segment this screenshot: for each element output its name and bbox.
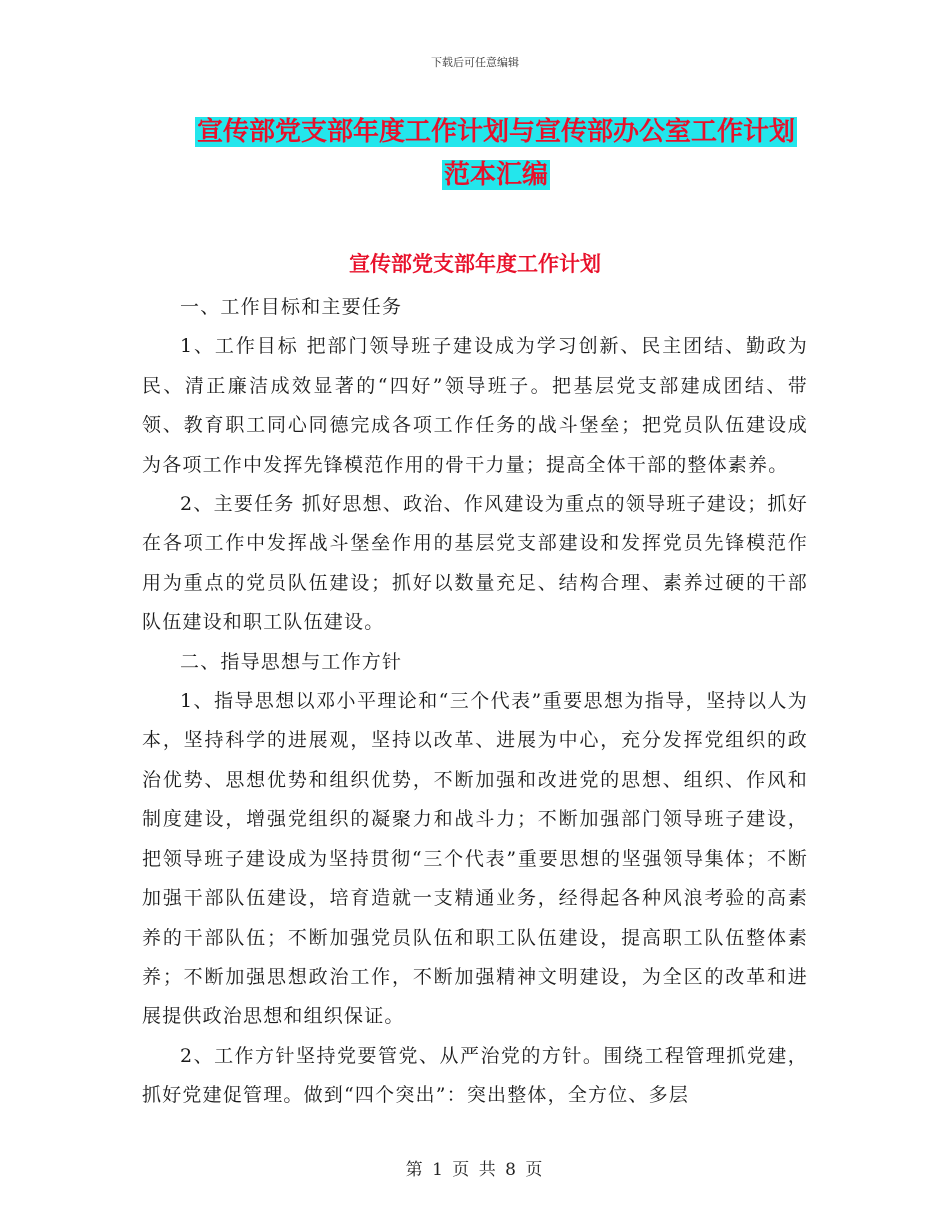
paragraph: 2、主要任务 抓好思想、政治、作风建设为重点的领导班子建设；抓好在各项工作中发挥战斗堡垒作用的基层党支部建设和发挥党员先锋模范作用为重点的党员队伍建设；抓好以数量充足、结构合理、素养过硬的干部队伍建设和职工队伍建设。 [142, 493, 808, 634]
section-heading: 宣传部党支部年度工作计划 [349, 252, 601, 276]
paragraph: 2、工作方针坚持党要管党、从严治党的方针。围绕工程管理抓党建，抓好党建促管理。做到“四个突出”：突出整体，全方位、多层 [142, 1044, 808, 1107]
header-note: 下载后可任意编辑 [431, 56, 519, 69]
document-title-line-2 [190, 155, 802, 195]
document-title-text-1: 宣传部党支部年度工作计划与宣传部办公室工作计划 [196, 117, 795, 147]
paragraph-heading-1: 一、工作目标和主要任务 [180, 296, 403, 318]
document-title-text-2: 范本汇编 [443, 160, 548, 190]
page-number-footer: 第 1 页 共 8 页 [405, 1160, 545, 1180]
document-body [142, 288, 808, 1116]
document-title-line-1 [190, 112, 802, 152]
paragraph: 1、指导思想以邓小平理论和“三个代表”重要思想为指导，坚持以人为本，坚持科学的进展观，坚持以改革、进展为中心，充分发挥党组织的政治优势、思想优势和组织优势，不断加强和改进党的思想、组织、作风和制度建设，增强党组织的凝聚力和战斗力；不断加强部门领导班子建设，把领导班子建设成为坚持贯彻“三个代表”重要思想的坚强领导集体；不断加强干部队伍建设，培育造就一支精通业务，经得起各种风浪考验的高素养的干部队伍；不断加强党员队伍和职工队伍建设，提高职工队伍整体素养；不断加强思想政治工作，不断加强精神文明建设，为全区的改革和进展提供政治思想和组织保证。 [142, 690, 808, 1028]
paragraph: 1、工作目标 把部门领导班子建设成为学习创新、民主团结、勤政为民、清正廉洁成效显著的“四好”领导班子。把基层党支部建成团结、带领、教育职工同心同德完成各项工作任务的战斗堡垒；把党员队伍建设成为各项工作中发挥先锋模范作用的骨干力量；提高全体干部的整体素养。 [142, 335, 808, 476]
paragraph-heading-2: 二、指导思想与工作方针 [180, 650, 403, 673]
